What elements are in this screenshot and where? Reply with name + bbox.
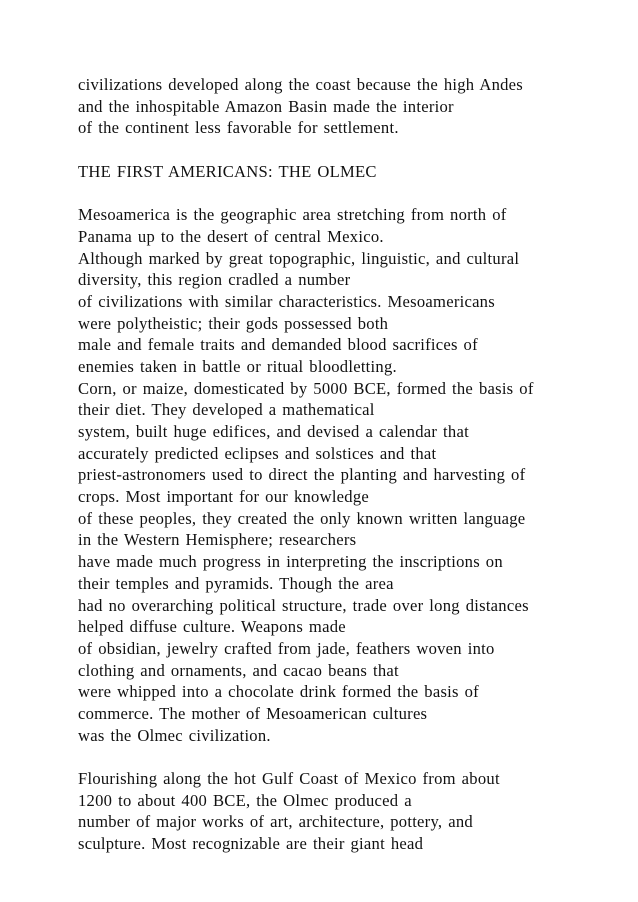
intro-paragraph <box>78 74 638 139</box>
text-line: accurately predicted eclipses and solstices and that <box>78 443 437 463</box>
text-line: their diet. They developed a mathematical <box>78 400 375 420</box>
text-line: Mesoamerica is the geographic area stretching from north of <box>78 205 507 225</box>
text-line: of obsidian, jewelry crafted from jade, feathers woven into <box>78 638 495 658</box>
text-line: number of major works of art, architecture, pottery, and <box>78 812 473 832</box>
text-line: of these peoples, they created the only known written language <box>78 508 526 528</box>
paragraph-gap <box>78 139 638 161</box>
text-line: male and female traits and demanded blood sacrifices of <box>78 335 478 355</box>
paragraph-gap <box>78 182 638 204</box>
document-body <box>78 74 638 855</box>
text-line: enemies taken in battle or ritual bloodletting. <box>78 356 397 376</box>
text-line: Panama up to the desert of central Mexico. <box>78 226 384 246</box>
text-line: sculpture. Most recognizable are their giant head <box>78 834 424 854</box>
text-line: of the continent less favorable for settlement. <box>78 118 399 138</box>
text-line: Corn, or maize, domesticated by 5000 BCE, formed the basis of <box>78 378 534 398</box>
text-line: had no overarching political structure, trade over long distances <box>78 595 529 615</box>
text-line: clothing and ornaments, and cacao beans that <box>78 660 399 680</box>
text-line: and the inhospitable Amazon Basin made the interior <box>78 96 454 116</box>
text-line: have made much progress in interpreting the inscriptions on <box>78 552 503 572</box>
section-heading: THE FIRST AMERICANS: THE OLMEC <box>78 161 377 181</box>
text-line: their temples and pyramids. Though the area <box>78 573 394 593</box>
text-line: system, built huge edifices, and devised a calendar that <box>78 422 469 441</box>
text-line: priest-astronomers used to direct the planting and harvesting of <box>78 465 526 485</box>
text-line: Although marked by great topographic, linguistic, and cultural <box>78 248 520 268</box>
text-line: Flourishing along the hot Gulf Coast of Mexico from about <box>78 769 500 788</box>
text-line: 1200 to about 400 BCE, the Olmec produced a <box>78 790 412 810</box>
text-line: commerce. The mother of Mesoamerican cultures <box>78 703 428 723</box>
paragraph-olmec <box>78 768 638 855</box>
text-line: were whipped into a chocolate drink formed the basis of <box>78 682 479 702</box>
text-line: in the Western Hemisphere; researchers <box>78 530 357 550</box>
text-line: was the Olmec civilization. <box>78 725 271 745</box>
text-line: civilizations developed along the coast because the high Andes <box>78 75 523 94</box>
text-line: diversity, this region cradled a number <box>78 270 351 290</box>
text-line: crops. Most important for our knowledge <box>78 487 369 507</box>
text-line: of civilizations with similar characteristics. Mesoamericans <box>78 291 495 311</box>
paragraph-mesoamerica <box>78 204 638 746</box>
text-line: helped diffuse culture. Weapons made <box>78 617 346 637</box>
paragraph-gap <box>78 746 638 768</box>
text-line: were polytheistic; their gods possessed both <box>78 313 389 333</box>
